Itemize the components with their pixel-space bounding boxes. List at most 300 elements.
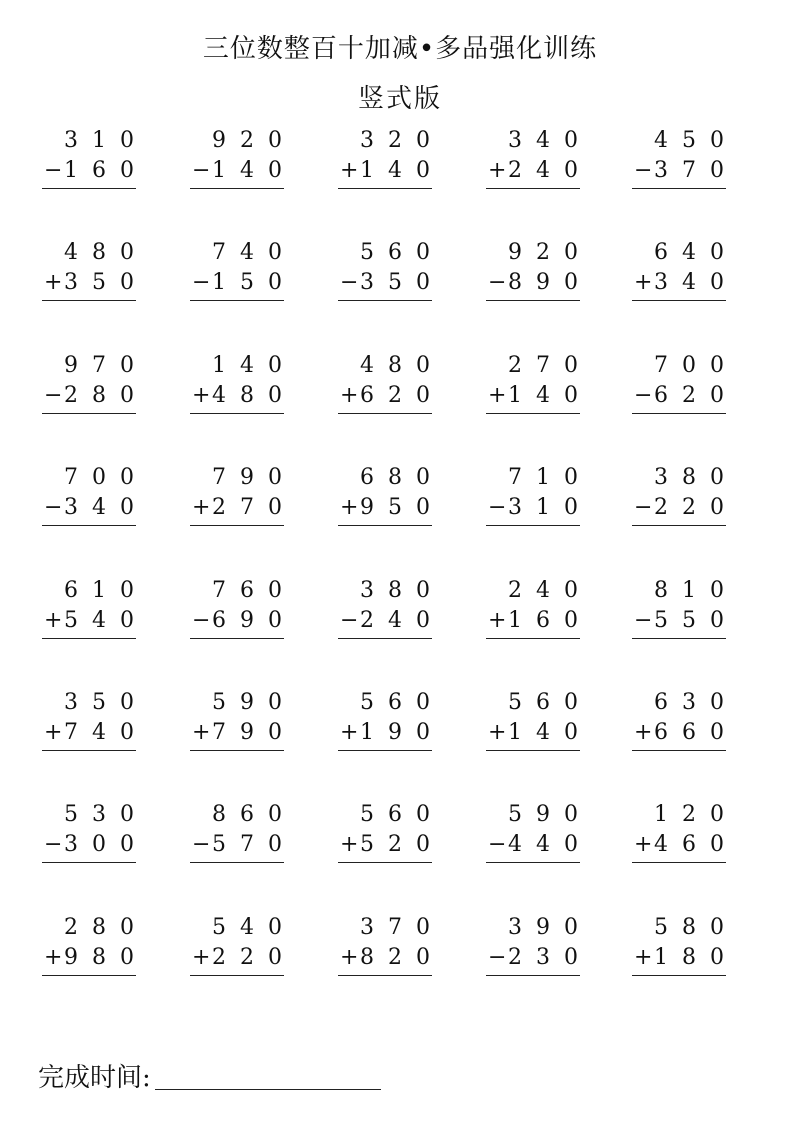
digit: 0 [268,158,282,183]
digit: 6 [654,690,668,715]
answer-line [338,638,432,639]
answer-line [338,188,432,189]
digit: 8 [682,944,696,970]
digit: 0 [710,465,724,491]
digit: 8 [360,944,374,970]
digit: 7 [682,158,696,183]
digit: 0 [416,577,430,603]
digit: 7 [536,352,550,378]
top-operand [338,351,432,381]
top-operand [190,913,284,943]
digit: 7 [508,465,522,491]
bottom-operand [42,606,136,636]
digit: 0 [710,577,724,603]
digit: 0 [120,382,134,408]
problem-r4-c1 [42,460,142,540]
digit: 0 [268,607,282,633]
digit: 5 [360,690,374,715]
digit: 1 [212,158,226,183]
digit: 0 [120,720,134,745]
bottom-operand [338,718,432,748]
digit: 4 [240,352,254,378]
digit: 0 [564,832,578,858]
problem-r3-c4 [486,348,586,428]
digit: 1 [212,270,226,296]
answer-line [632,638,726,639]
top-operand [338,576,432,606]
digit: 4 [508,832,522,858]
digit: 0 [120,914,134,940]
digit: 8 [240,382,254,408]
problem-r3-c3 [338,348,438,428]
answer-line [190,750,284,751]
bottom-operand [486,156,580,186]
digit: 7 [212,465,226,491]
digit: 4 [240,240,254,266]
problem-r2-c4 [486,235,586,315]
digit: 6 [654,382,668,408]
digit: 9 [388,720,402,745]
digit: 8 [92,240,106,266]
digit: 5 [508,690,522,715]
bottom-operand [42,268,136,298]
answer-line [632,300,726,301]
bottom-operand [42,718,136,748]
digit: 6 [388,802,402,828]
digit: 0 [268,240,282,266]
problem-r8-c5 [632,910,732,990]
digit: 4 [240,158,254,183]
answer-line [42,975,136,976]
minus-sign: − [634,495,653,521]
problem-r8-c2 [190,910,290,990]
top-operand [486,463,580,493]
digit: 0 [92,465,106,491]
digit: 2 [388,382,402,408]
digit: 1 [212,352,226,378]
digit: 0 [120,240,134,266]
digit: 0 [120,690,134,715]
digit: 1 [508,720,522,745]
plus-sign: + [340,944,359,970]
problem-r4-c4 [486,460,586,540]
answer-line [42,750,136,751]
digit: 1 [64,158,78,183]
digit: 0 [268,270,282,296]
digit: 0 [120,352,134,378]
plus-sign: + [488,158,507,183]
digit: 4 [536,577,550,603]
answer-line [486,750,580,751]
answer-line [42,413,136,414]
completion-time-field [38,1058,381,1098]
digit: 5 [360,832,374,858]
minus-sign: − [192,607,211,633]
digit: 0 [564,240,578,266]
digit: 4 [360,352,374,378]
problem-r4-c3 [338,460,438,540]
digit: 0 [120,944,134,970]
problem-r1-c5 [632,123,732,203]
top-operand [42,238,136,268]
top-operand [338,688,432,718]
answer-line [190,413,284,414]
bottom-operand [190,830,284,860]
top-operand [42,351,136,381]
digit: 8 [212,802,226,828]
bottom-operand [632,156,726,186]
minus-sign: − [44,382,63,408]
digit: 0 [416,944,430,970]
digit: 3 [64,128,78,153]
digit: 0 [416,128,430,153]
digit: 3 [360,128,374,153]
digit: 0 [710,720,724,745]
digit: 0 [268,382,282,408]
bottom-operand [632,268,726,298]
digit: 4 [536,832,550,858]
minus-sign: − [488,495,507,521]
digit: 8 [682,914,696,940]
answer-line [190,188,284,189]
digit: 0 [268,802,282,828]
digit: 8 [388,352,402,378]
bottom-operand [632,830,726,860]
top-operand [42,800,136,830]
digit: 0 [710,270,724,296]
digit: 5 [654,607,668,633]
digit: 3 [654,158,668,183]
digit: 0 [564,128,578,153]
plus-sign: + [488,720,507,745]
digit: 3 [64,495,78,521]
top-operand [42,913,136,943]
problem-r7-c3 [338,797,438,877]
problem-r5-c3 [338,573,438,653]
plus-sign: + [340,158,359,183]
digit: 2 [682,802,696,828]
digit: 7 [240,832,254,858]
digit: 9 [212,128,226,153]
problem-r6-c1 [42,685,142,765]
digit: 0 [416,240,430,266]
top-operand [42,463,136,493]
problem-r7-c4 [486,797,586,877]
problem-r5-c5 [632,573,732,653]
digit: 6 [682,720,696,745]
problem-r3-c2 [190,348,290,428]
digit: 5 [92,690,106,715]
digit: 2 [240,944,254,970]
digit: 9 [536,914,550,940]
digit: 1 [536,495,550,521]
plus-sign: + [488,607,507,633]
top-operand [632,126,726,156]
problem-r4-c2 [190,460,290,540]
problem-r3-c5 [632,348,732,428]
problem-r8-c3 [338,910,438,990]
top-operand [42,126,136,156]
digit: 8 [388,577,402,603]
bottom-operand [190,493,284,523]
digit: 0 [120,802,134,828]
digit: 0 [268,914,282,940]
bottom-operand [42,943,136,973]
answer-line [338,413,432,414]
problem-r2-c2 [190,235,290,315]
completion-time-label: 完成时间: [38,1063,151,1093]
digit: 0 [564,495,578,521]
digit: 7 [64,465,78,491]
digit: 1 [508,382,522,408]
digit: 0 [710,802,724,828]
digit: 0 [268,690,282,715]
digit: 4 [388,158,402,183]
digit: 0 [564,802,578,828]
plus-sign: + [340,832,359,858]
digit: 8 [92,382,106,408]
plus-sign: + [44,270,63,296]
digit: 1 [682,577,696,603]
digit: 0 [120,607,134,633]
bottom-operand [338,830,432,860]
top-operand [632,688,726,718]
top-operand [338,126,432,156]
minus-sign: − [634,607,653,633]
digit: 9 [64,944,78,970]
answer-line [338,750,432,751]
digit: 0 [416,382,430,408]
digit: 0 [92,832,106,858]
bottom-operand [338,606,432,636]
digit: 2 [388,832,402,858]
digit: 0 [416,720,430,745]
plus-sign: + [634,720,653,745]
bottom-operand [486,606,580,636]
top-operand [486,800,580,830]
answer-line [486,975,580,976]
bottom-operand [190,718,284,748]
answer-line [338,300,432,301]
plus-sign: + [44,720,63,745]
problem-r6-c4 [486,685,586,765]
answer-line [486,413,580,414]
answer-line [338,525,432,526]
problem-r5-c4 [486,573,586,653]
problem-r4-c5 [632,460,732,540]
digit: 6 [536,690,550,715]
answer-line [338,862,432,863]
answer-line [486,300,580,301]
digit: 0 [564,944,578,970]
answer-line [190,975,284,976]
bottom-operand [190,268,284,298]
digit: 4 [388,607,402,633]
digit: 7 [388,914,402,940]
minus-sign: − [340,270,359,296]
top-operand [190,800,284,830]
digit: 2 [240,128,254,153]
digit: 3 [360,914,374,940]
minus-sign: − [488,832,507,858]
digit: 2 [388,128,402,153]
plus-sign: + [192,495,211,521]
top-operand [190,463,284,493]
answer-line [42,188,136,189]
top-operand [632,463,726,493]
top-operand [486,126,580,156]
top-operand [486,351,580,381]
digit: 0 [564,352,578,378]
digit: 2 [508,577,522,603]
digit: 8 [92,914,106,940]
top-operand [486,688,580,718]
digit: 4 [240,914,254,940]
digit: 9 [240,690,254,715]
answer-line [190,638,284,639]
problem-grid [0,123,800,1003]
digit: 4 [682,270,696,296]
digit: 0 [416,832,430,858]
digit: 5 [654,914,668,940]
digit: 0 [416,914,430,940]
problem-r6-c5 [632,685,732,765]
digit: 3 [360,270,374,296]
digit: 3 [508,914,522,940]
digit: 0 [416,495,430,521]
problem-r2-c5 [632,235,732,315]
digit: 1 [654,802,668,828]
worksheet-title: 三位数整百十加减•多品强化训练 [202,34,598,64]
bottom-operand [632,381,726,411]
digit: 2 [212,944,226,970]
digit: 0 [416,270,430,296]
problem-r7-c5 [632,797,732,877]
digit: 3 [92,802,106,828]
digit: 4 [536,720,550,745]
plus-sign: + [192,382,211,408]
digit: 0 [120,128,134,153]
answer-line [486,525,580,526]
minus-sign: − [44,832,63,858]
digit: 0 [268,720,282,745]
problem-r1-c3 [338,123,438,203]
answer-line [486,638,580,639]
digit: 3 [64,270,78,296]
plus-sign: + [192,944,211,970]
digit: 5 [212,690,226,715]
digit: 3 [508,128,522,153]
bottom-operand [486,830,580,860]
problem-r2-c1 [42,235,142,315]
answer-line [632,188,726,189]
digit: 0 [416,802,430,828]
digit: 0 [120,465,134,491]
bottom-operand [632,606,726,636]
plus-sign: + [634,270,653,296]
digit: 2 [388,944,402,970]
digit: 0 [268,128,282,153]
digit: 4 [92,607,106,633]
digit: 6 [92,158,106,183]
plus-sign: + [340,495,359,521]
digit: 0 [564,720,578,745]
answer-line [632,862,726,863]
answer-line [190,300,284,301]
digit: 6 [388,240,402,266]
bottom-operand [486,943,580,973]
digit: 6 [388,690,402,715]
digit: 8 [388,465,402,491]
digit: 4 [64,240,78,266]
digit: 0 [710,158,724,183]
top-operand [338,800,432,830]
digit: 4 [536,382,550,408]
digit: 4 [536,158,550,183]
digit: 6 [360,465,374,491]
digit: 0 [416,352,430,378]
problem-r1-c4 [486,123,586,203]
digit: 3 [654,270,668,296]
digit: 5 [64,802,78,828]
problem-r1-c1 [42,123,142,203]
digit: 5 [508,802,522,828]
plus-sign: + [44,944,63,970]
digit: 7 [212,240,226,266]
digit: 2 [508,158,522,183]
digit: 7 [64,720,78,745]
digit: 4 [654,832,668,858]
digit: 0 [564,607,578,633]
digit: 1 [92,577,106,603]
digit: 3 [654,465,668,491]
top-operand [486,576,580,606]
bottom-operand [338,493,432,523]
digit: 9 [240,465,254,491]
bottom-operand [190,943,284,973]
digit: 0 [710,832,724,858]
bottom-operand [190,381,284,411]
problem-r6-c3 [338,685,438,765]
digit: 0 [710,690,724,715]
digit: 3 [508,495,522,521]
digit: 9 [508,240,522,266]
digit: 0 [268,352,282,378]
top-operand [190,238,284,268]
problem-r5-c1 [42,573,142,653]
digit: 5 [682,607,696,633]
answer-line [42,300,136,301]
top-operand [632,576,726,606]
digit: 7 [212,577,226,603]
digit: 0 [564,158,578,183]
digit: 7 [654,352,668,378]
answer-line [338,975,432,976]
digit: 4 [536,128,550,153]
plus-sign: + [44,607,63,633]
answer-line [42,638,136,639]
digit: 0 [416,607,430,633]
digit: 6 [64,577,78,603]
minus-sign: − [192,832,211,858]
digit: 0 [416,690,430,715]
digit: 1 [92,128,106,153]
completion-time-blank[interactable] [155,1089,381,1090]
bottom-operand [42,381,136,411]
top-operand [338,913,432,943]
digit: 2 [508,352,522,378]
digit: 7 [92,352,106,378]
